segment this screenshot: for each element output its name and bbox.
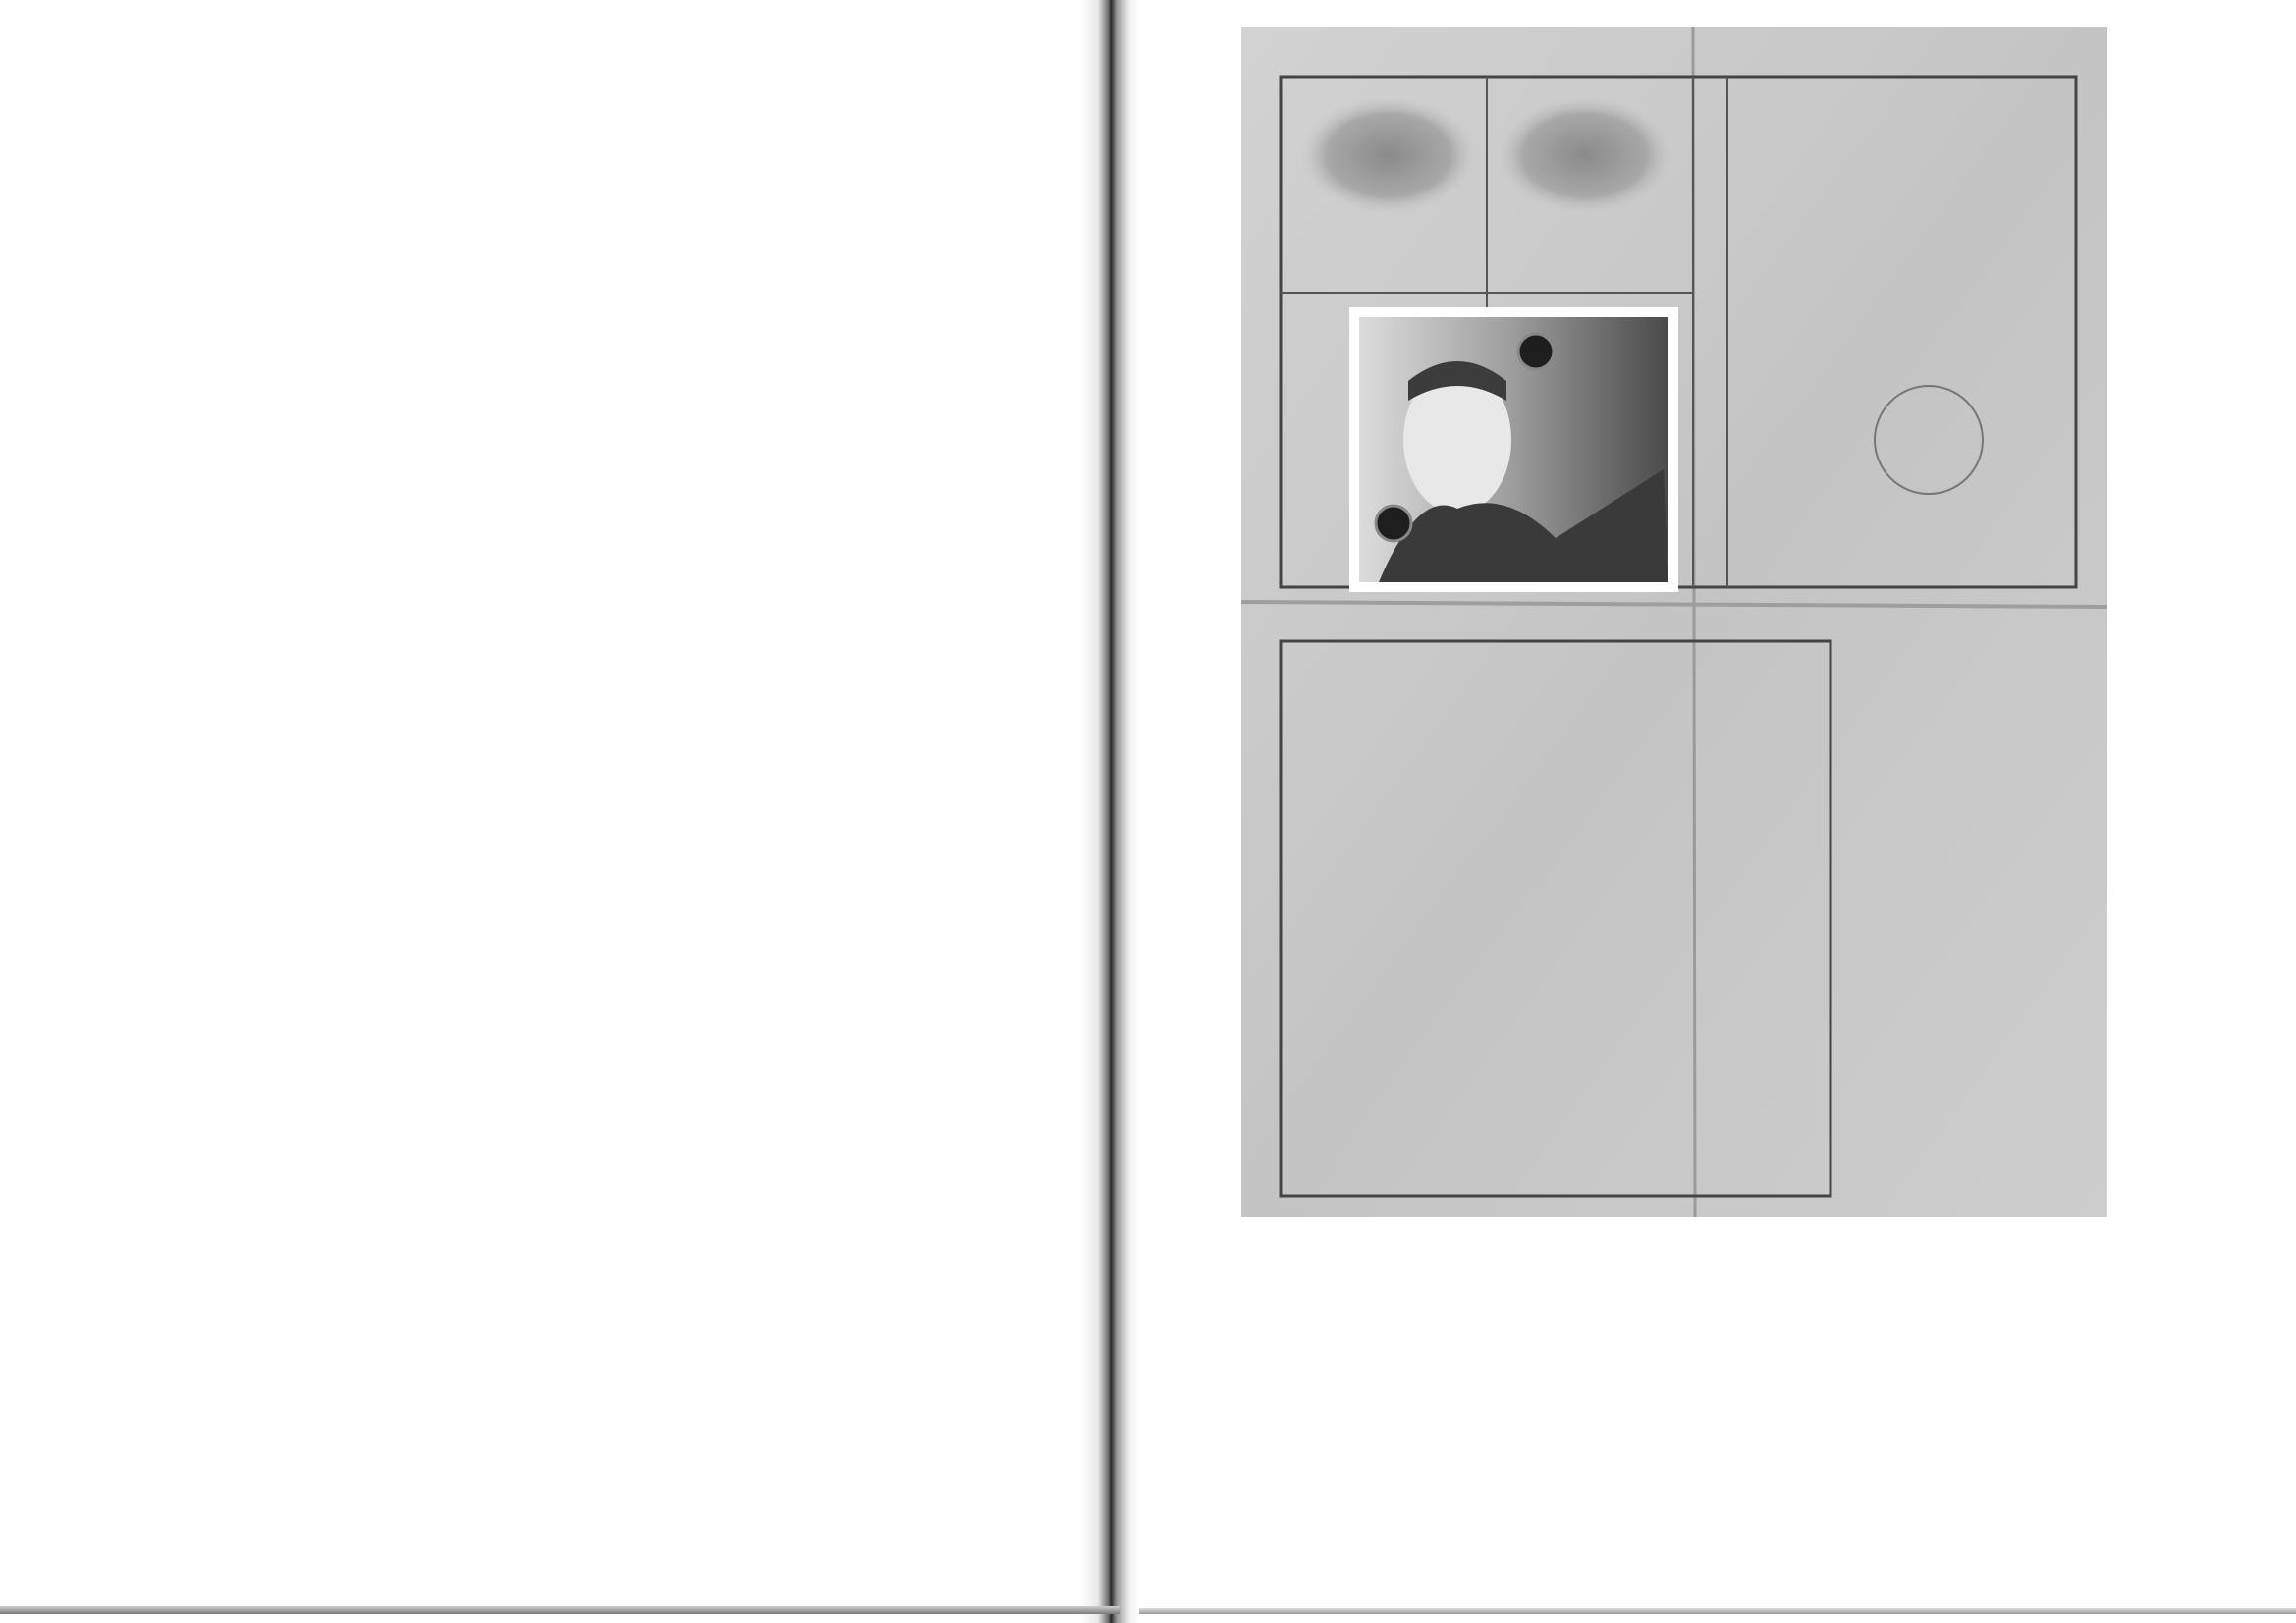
identity-card-photo <box>1241 27 2107 1217</box>
chapter-title <box>98 8 982 69</box>
portrait-photo <box>1349 307 1678 592</box>
page-edge-left <box>0 1606 1120 1614</box>
book-gutter <box>1080 0 1139 1623</box>
fingerprint-left <box>1497 96 1673 214</box>
left-page <box>0 0 1110 1623</box>
identity-card-image <box>1241 27 2107 1217</box>
fingerprint-right <box>1300 96 1477 214</box>
page-edge-right <box>1139 1608 2296 1614</box>
